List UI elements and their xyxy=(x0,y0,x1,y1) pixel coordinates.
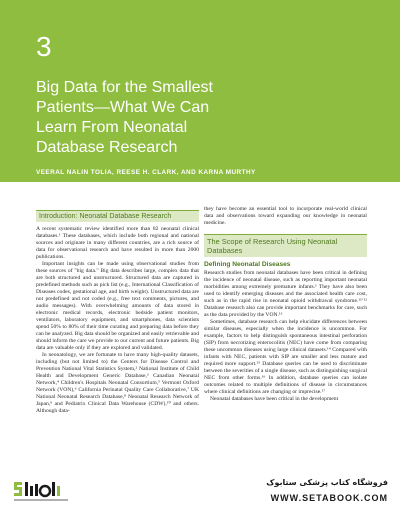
chapter-banner xyxy=(0,0,400,182)
chapter-title-line: Learn From Neonatal xyxy=(36,119,188,136)
chapter-number: 3 xyxy=(36,31,52,62)
chapter-title xyxy=(36,78,326,158)
footer-website-link[interactable]: WWW.SETABOOK.COM xyxy=(270,493,388,503)
setabook-logo xyxy=(8,474,78,506)
right-column xyxy=(204,206,367,403)
left-column xyxy=(36,210,199,415)
subheading-defining-diseases: Defining Neonatal Diseases xyxy=(204,261,291,268)
chapter-title-line: Database Research xyxy=(36,139,178,156)
section-heading-introduction: Introduction: Neonatal Database Research xyxy=(36,210,199,222)
body-paragraph: A recent systematic review identified more than 82 neonatal clinical databases.¹ These databases, which include both regional and national sources and originate in many different countries, are a rich source of data for observational research and have resulted in more than 2000 publications. xyxy=(36,226,199,260)
body-paragraph: Neonatal databases have been critical in the development xyxy=(210,396,339,402)
body-paragraph: they have become an essential tool to incorporate real-world clinical data and observations toward expanding our knowledge in neonatal medicine. xyxy=(204,206,367,226)
setabook-logo-icon xyxy=(8,474,78,506)
body-paragraph: Sometimes, database research can help elucidate differences between similar diseases, especially when the incidence is uncommon. For example, factors to help distinguish spontaneous intestinal perforation (SIP) from necrotizing enterocolitis (NEC) have come from comparing these uncommon diseases using large clinical datasets.¹⁴ Compared with infants with NEC, patients with SIP are smaller and less mature and required more support.¹⁵ Database queries can be used to discriminate between the severities of a single disease, such as distinguishing surgical NEC from other forms.¹⁶ In addition, database queries can isolate outcomes related to multiple definitions of disease in circumstances where clinical definitions are changing or imprecise.¹⁷ xyxy=(204,319,367,395)
body-paragraph: Important insights can be made using observational studies from these sources of "big data." Big data describes large, complex data that are both structured and unstructured. Structured data are captured in predefined methods such as pick list (e.g., International Classification of Diseases codes, gestational age, and birth weight). Unstructured data are not predefined and not coded (e.g., free text comments, pictures, and audio messages). With overwhelming amounts of data stored in electronic medical records, electronic bedside patient monitors, ventilators, laboratory equipment, and smartphones, data scientists spend 50% to 80% of their time curating and preparing data before they can be analyzed. Big data should be organized and easily retrievable and should inform the care we provide to our current and future patients. Big data are valuable only if they are explored and validated. xyxy=(36,261,199,351)
chapter-title-line: Patients—What We Can xyxy=(36,99,210,116)
body-paragraph: Research studies from neonatal databases have been critical in defining the incidence of neonatal disease, such as reporting important neonatal morbidities among extremely premature infants.¹ They have also been used to identify emerging diseases and the associated health care cost, such as in the rapid rise in neonatal opioid withdrawal syndrome.¹¹ʼ¹² Database research also can provide important benchmarks for care, such as the data provided by the VON.¹³ xyxy=(204,270,367,318)
body-paragraph: In neonatology, we are fortunate to have many high-quality datasets, including (but not limited to) the Centers for Disease Control and Prevention National Vital Statistics System,² National Institute of Child Health and Development Generic Database,³ Canadian Neonatal Network,⁴ Children's Hospitals Neonatal Consortium,⁵ Vermont Oxford Network (VON),⁶ California Perinatal Quality Care Collaborative,⁷ UK National Neonatal Research Database,⁸ Neonatal Research Network of Japan,⁹ and Pediatrix Clinical Data Warehouse (CDW),¹⁰ and others. Although data- xyxy=(36,352,199,414)
footer-store-name: فروشگاه کتاب پزشکی ستابوک xyxy=(266,478,388,487)
chapter-authors: VEERAL NALIN TOLIA, REESE H. CLARK, AND KARNA MURTHY xyxy=(36,169,256,176)
chapter-title-line: Big Data for the Smallest xyxy=(36,79,213,96)
section-heading-scope: The Scope of Research Using Neonatal Databases xyxy=(204,234,367,257)
